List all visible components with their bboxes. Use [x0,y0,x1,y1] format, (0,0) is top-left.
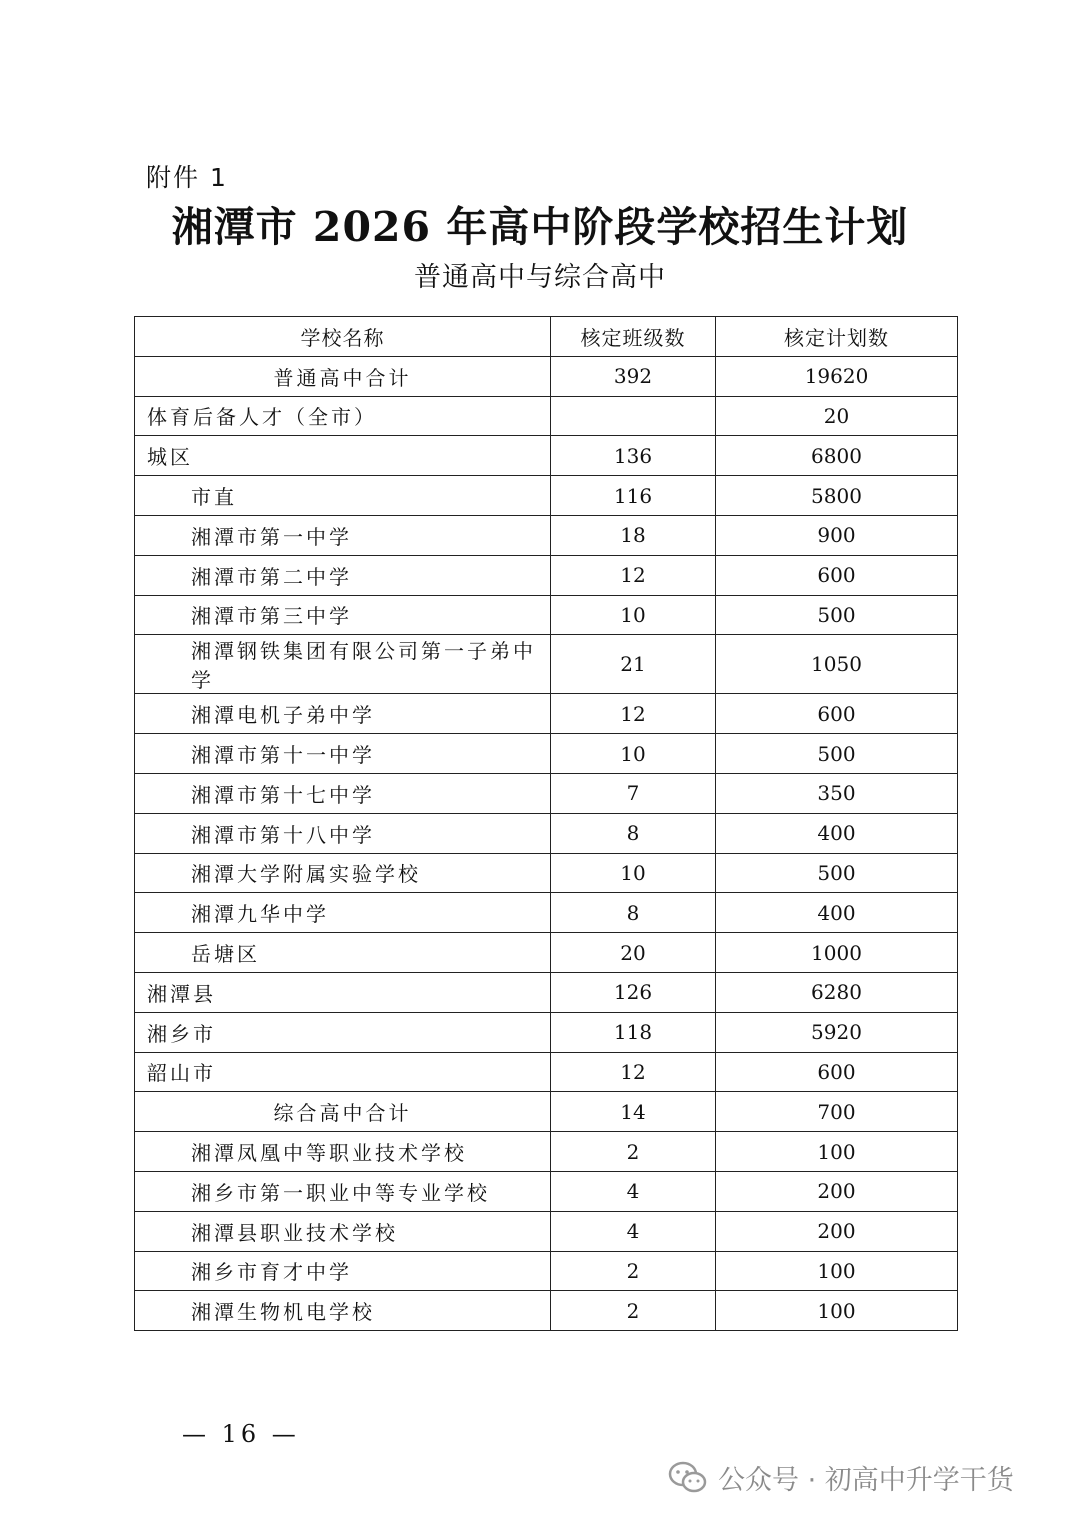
plan-count-cell: 600 [716,1052,958,1092]
plan-count-cell: 1050 [716,635,958,694]
class-count-cell: 392 [551,356,716,396]
class-count-cell: 4 [551,1171,716,1211]
table-row [135,972,958,1012]
school-name-cell: 体育后备人才（全市） [135,396,551,436]
school-name-cell: 湘潭生物机电学校 [135,1291,551,1331]
table-row [135,635,958,694]
column-header-class-count: 核定班级数 [551,317,716,357]
table-row [135,813,958,853]
plan-count-cell: 6800 [716,436,958,476]
plan-count-cell: 5920 [716,1012,958,1052]
table-row [135,396,958,436]
table-row [135,773,958,813]
class-count-cell: 136 [551,436,716,476]
class-count-cell: 18 [551,515,716,555]
table-row [135,734,958,774]
table-header-row [135,317,958,357]
class-count-cell: 2 [551,1132,716,1172]
plan-count-cell: 500 [716,595,958,635]
table-row [135,694,958,734]
table-row [135,356,958,396]
plan-count-cell: 700 [716,1092,958,1132]
document-title: 湘潭市 2026 年高中阶段学校招生计划 [171,203,909,251]
school-name-cell: 综合高中合计 [135,1092,551,1132]
plan-count-cell: 200 [716,1211,958,1251]
school-name-cell: 湘潭市第一中学 [135,515,551,555]
class-count-cell: 2 [551,1251,716,1291]
school-name-cell: 湘潭钢铁集团有限公司第一子弟中学 [135,635,551,694]
plan-count-cell: 350 [716,773,958,813]
school-name-cell: 城区 [135,436,551,476]
page-number: — 16 — [182,1420,300,1448]
class-count-cell: 21 [551,635,716,694]
school-name-cell: 湘潭凤凰中等职业技术学校 [135,1132,551,1172]
class-count-cell: 20 [551,933,716,973]
table-row [135,1132,958,1172]
column-header-plan-count: 核定计划数 [716,317,958,357]
school-name-cell: 普通高中合计 [135,356,551,396]
school-name-cell: 湘乡市育才中学 [135,1251,551,1291]
school-name-cell: 湘潭市第十一中学 [135,734,551,774]
class-count-cell: 116 [551,476,716,516]
attachment-label: 附件 1 [146,163,228,192]
table-row [135,1251,958,1291]
document-subtitle: 普通高中与综合高中 [414,262,666,293]
class-count-cell: 118 [551,1012,716,1052]
plan-count-cell: 100 [716,1251,958,1291]
class-count-cell: 12 [551,1052,716,1092]
class-count-cell: 4 [551,1211,716,1251]
plan-count-cell: 200 [716,1171,958,1211]
table-row [135,1291,958,1331]
table-row [135,1171,958,1211]
school-name-cell: 湘乡市第一职业中等专业学校 [135,1171,551,1211]
class-count-cell: 14 [551,1092,716,1132]
plan-count-cell: 100 [716,1132,958,1172]
plan-count-cell: 20 [716,396,958,436]
plan-count-cell: 500 [716,853,958,893]
class-count-cell: 10 [551,734,716,774]
wechat-icon [668,1461,708,1495]
table-row [135,1012,958,1052]
school-name-cell: 湘潭市第十八中学 [135,813,551,853]
school-name-cell: 湘潭电机子弟中学 [135,694,551,734]
class-count-cell: 8 [551,813,716,853]
school-name-cell: 湘潭九华中学 [135,893,551,933]
table-row [135,476,958,516]
plan-count-cell: 100 [716,1291,958,1331]
table-row [135,893,958,933]
column-header-school-name: 学校名称 [135,317,551,357]
table-row [135,595,958,635]
school-name-cell: 湘潭县 [135,972,551,1012]
class-count-cell: 126 [551,972,716,1012]
school-name-cell: 湘潭大学附属实验学校 [135,853,551,893]
school-name-cell: 湘潭市第十七中学 [135,773,551,813]
class-count-cell: 7 [551,773,716,813]
class-count-cell: 10 [551,853,716,893]
school-name-cell: 岳塘区 [135,933,551,973]
plan-count-cell: 6280 [716,972,958,1012]
school-name-cell: 湘潭市第三中学 [135,595,551,635]
plan-count-cell: 600 [716,694,958,734]
plan-count-cell: 400 [716,893,958,933]
table-row [135,436,958,476]
watermark-text: 公众号 · 初高中升学干货 [718,1465,1014,1496]
plan-count-cell: 600 [716,555,958,595]
class-count-cell: 10 [551,595,716,635]
table-row [135,853,958,893]
school-name-cell: 湘潭县职业技术学校 [135,1211,551,1251]
table-body [135,356,958,1330]
school-name-cell: 市直 [135,476,551,516]
table-row [135,515,958,555]
class-count-cell [551,396,716,436]
class-count-cell: 12 [551,555,716,595]
school-name-cell: 湘潭市第二中学 [135,555,551,595]
school-name-cell: 湘乡市 [135,1012,551,1052]
table-row [135,933,958,973]
plan-count-cell: 400 [716,813,958,853]
table-row [135,1211,958,1251]
table-row [135,1092,958,1132]
enrollment-plan-table [134,316,958,1331]
class-count-cell: 12 [551,694,716,734]
plan-count-cell: 5800 [716,476,958,516]
table-row [135,555,958,595]
class-count-cell: 2 [551,1291,716,1331]
plan-count-cell: 900 [716,515,958,555]
plan-count-cell: 19620 [716,356,958,396]
school-name-cell: 韶山市 [135,1052,551,1092]
watermark [668,1458,1014,1497]
class-count-cell: 8 [551,893,716,933]
table-row [135,1052,958,1092]
plan-count-cell: 1000 [716,933,958,973]
plan-count-cell: 500 [716,734,958,774]
